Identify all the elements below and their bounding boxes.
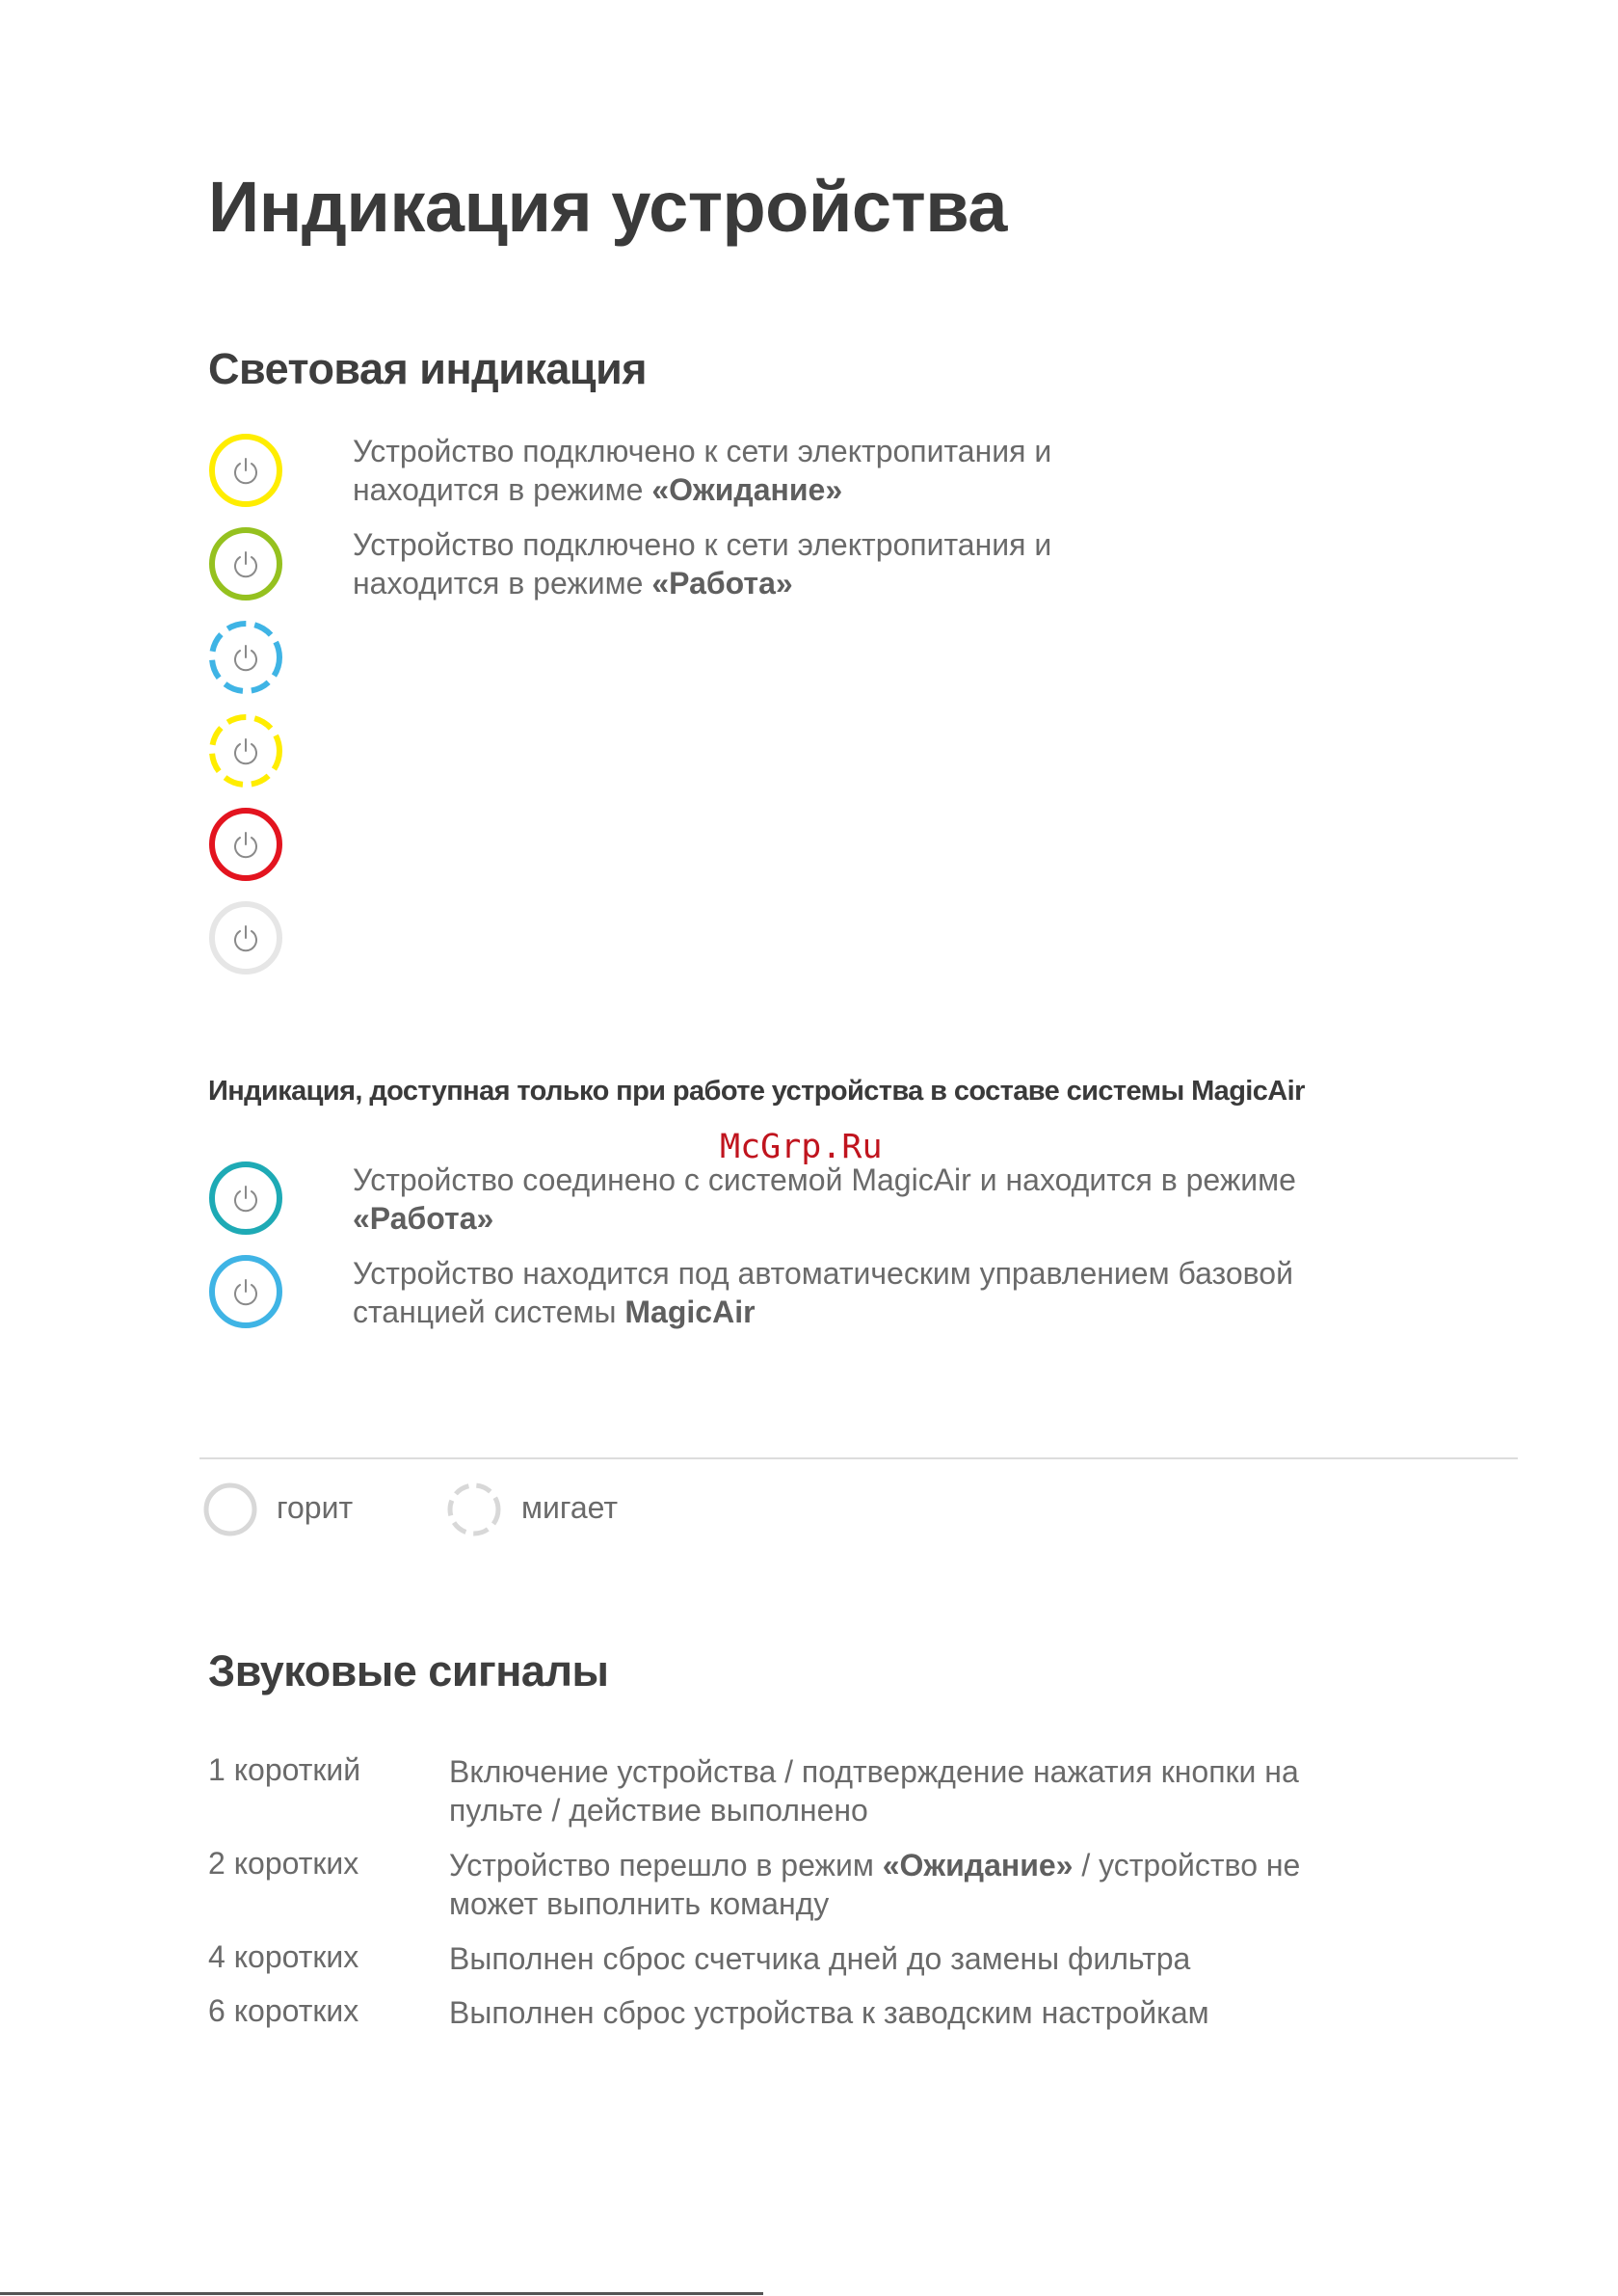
power-icon — [208, 1254, 283, 1329]
indicator-red-solid — [208, 807, 283, 882]
indicator-yellow-solid — [208, 433, 283, 508]
power-icon — [208, 807, 283, 882]
indicator-description: Устройство находится под автоматическим управлением базовой станцией системы MagicAir — [353, 1256, 1293, 1329]
sound-row-description: Включение устройства / подтверждение нажатия кнопки на пульте / действие выполнено — [449, 1754, 1299, 1828]
indicator-lightblue-solid — [208, 1254, 283, 1329]
power-icon — [208, 1161, 283, 1236]
indicator-grey-solid — [208, 900, 283, 975]
light-indication-heading: Световая индикация — [208, 344, 647, 393]
indicator-teal-solid — [208, 1161, 283, 1236]
sound-row-description: Выполнен сброс устройства к заводским настройкам — [449, 1995, 1209, 2030]
page-title: Индикация устройства — [208, 167, 1007, 247]
divider — [199, 1457, 1518, 1459]
watermark: McGrp.Ru — [720, 1128, 883, 1166]
sound-row-description: Выполнен сброс счетчика дней до замены фильтра — [449, 1941, 1191, 1976]
indicator-yellow-dashed — [208, 713, 283, 788]
power-icon — [208, 620, 283, 695]
power-icon — [208, 526, 283, 601]
sound-row-label: 6 коротких — [208, 1993, 359, 2028]
indicator-green-solid — [208, 526, 283, 601]
power-icon — [208, 713, 283, 788]
legend-blink-label: мигает — [521, 1490, 619, 1525]
legend-dashed-circle-icon — [447, 1482, 501, 1536]
legend-solid-circle-icon — [203, 1482, 257, 1536]
sound-row-description: Устройство перешло в режим «Ожидание» / устройство не может выполнить команду — [449, 1848, 1301, 1921]
magicair-heading: Индикация, доступная только при работе устройства в составе системы MagicAir — [208, 1076, 1305, 1107]
sound-signals-heading: Звуковые сигналы — [208, 1646, 609, 1695]
indicator-description: Устройство подключено к сети электропитания и находится в режиме «Ожидание» — [353, 434, 1052, 507]
footer-line — [0, 2292, 763, 2295]
legend-on-label: горит — [277, 1490, 354, 1525]
indicator-description: Устройство подключено к сети электропитания и находится в режиме «Работа» — [353, 527, 1052, 601]
power-icon — [208, 900, 283, 975]
sound-row-label: 2 коротких — [208, 1846, 359, 1881]
indicator-description: Устройство соединено с системой MagicAir и находится в режиме «Работа» — [353, 1162, 1296, 1236]
indicator-blue-dashed — [208, 620, 283, 695]
power-icon — [208, 433, 283, 508]
sound-row-label: 1 короткий — [208, 1752, 361, 1787]
sound-row-label: 4 коротких — [208, 1939, 359, 1974]
